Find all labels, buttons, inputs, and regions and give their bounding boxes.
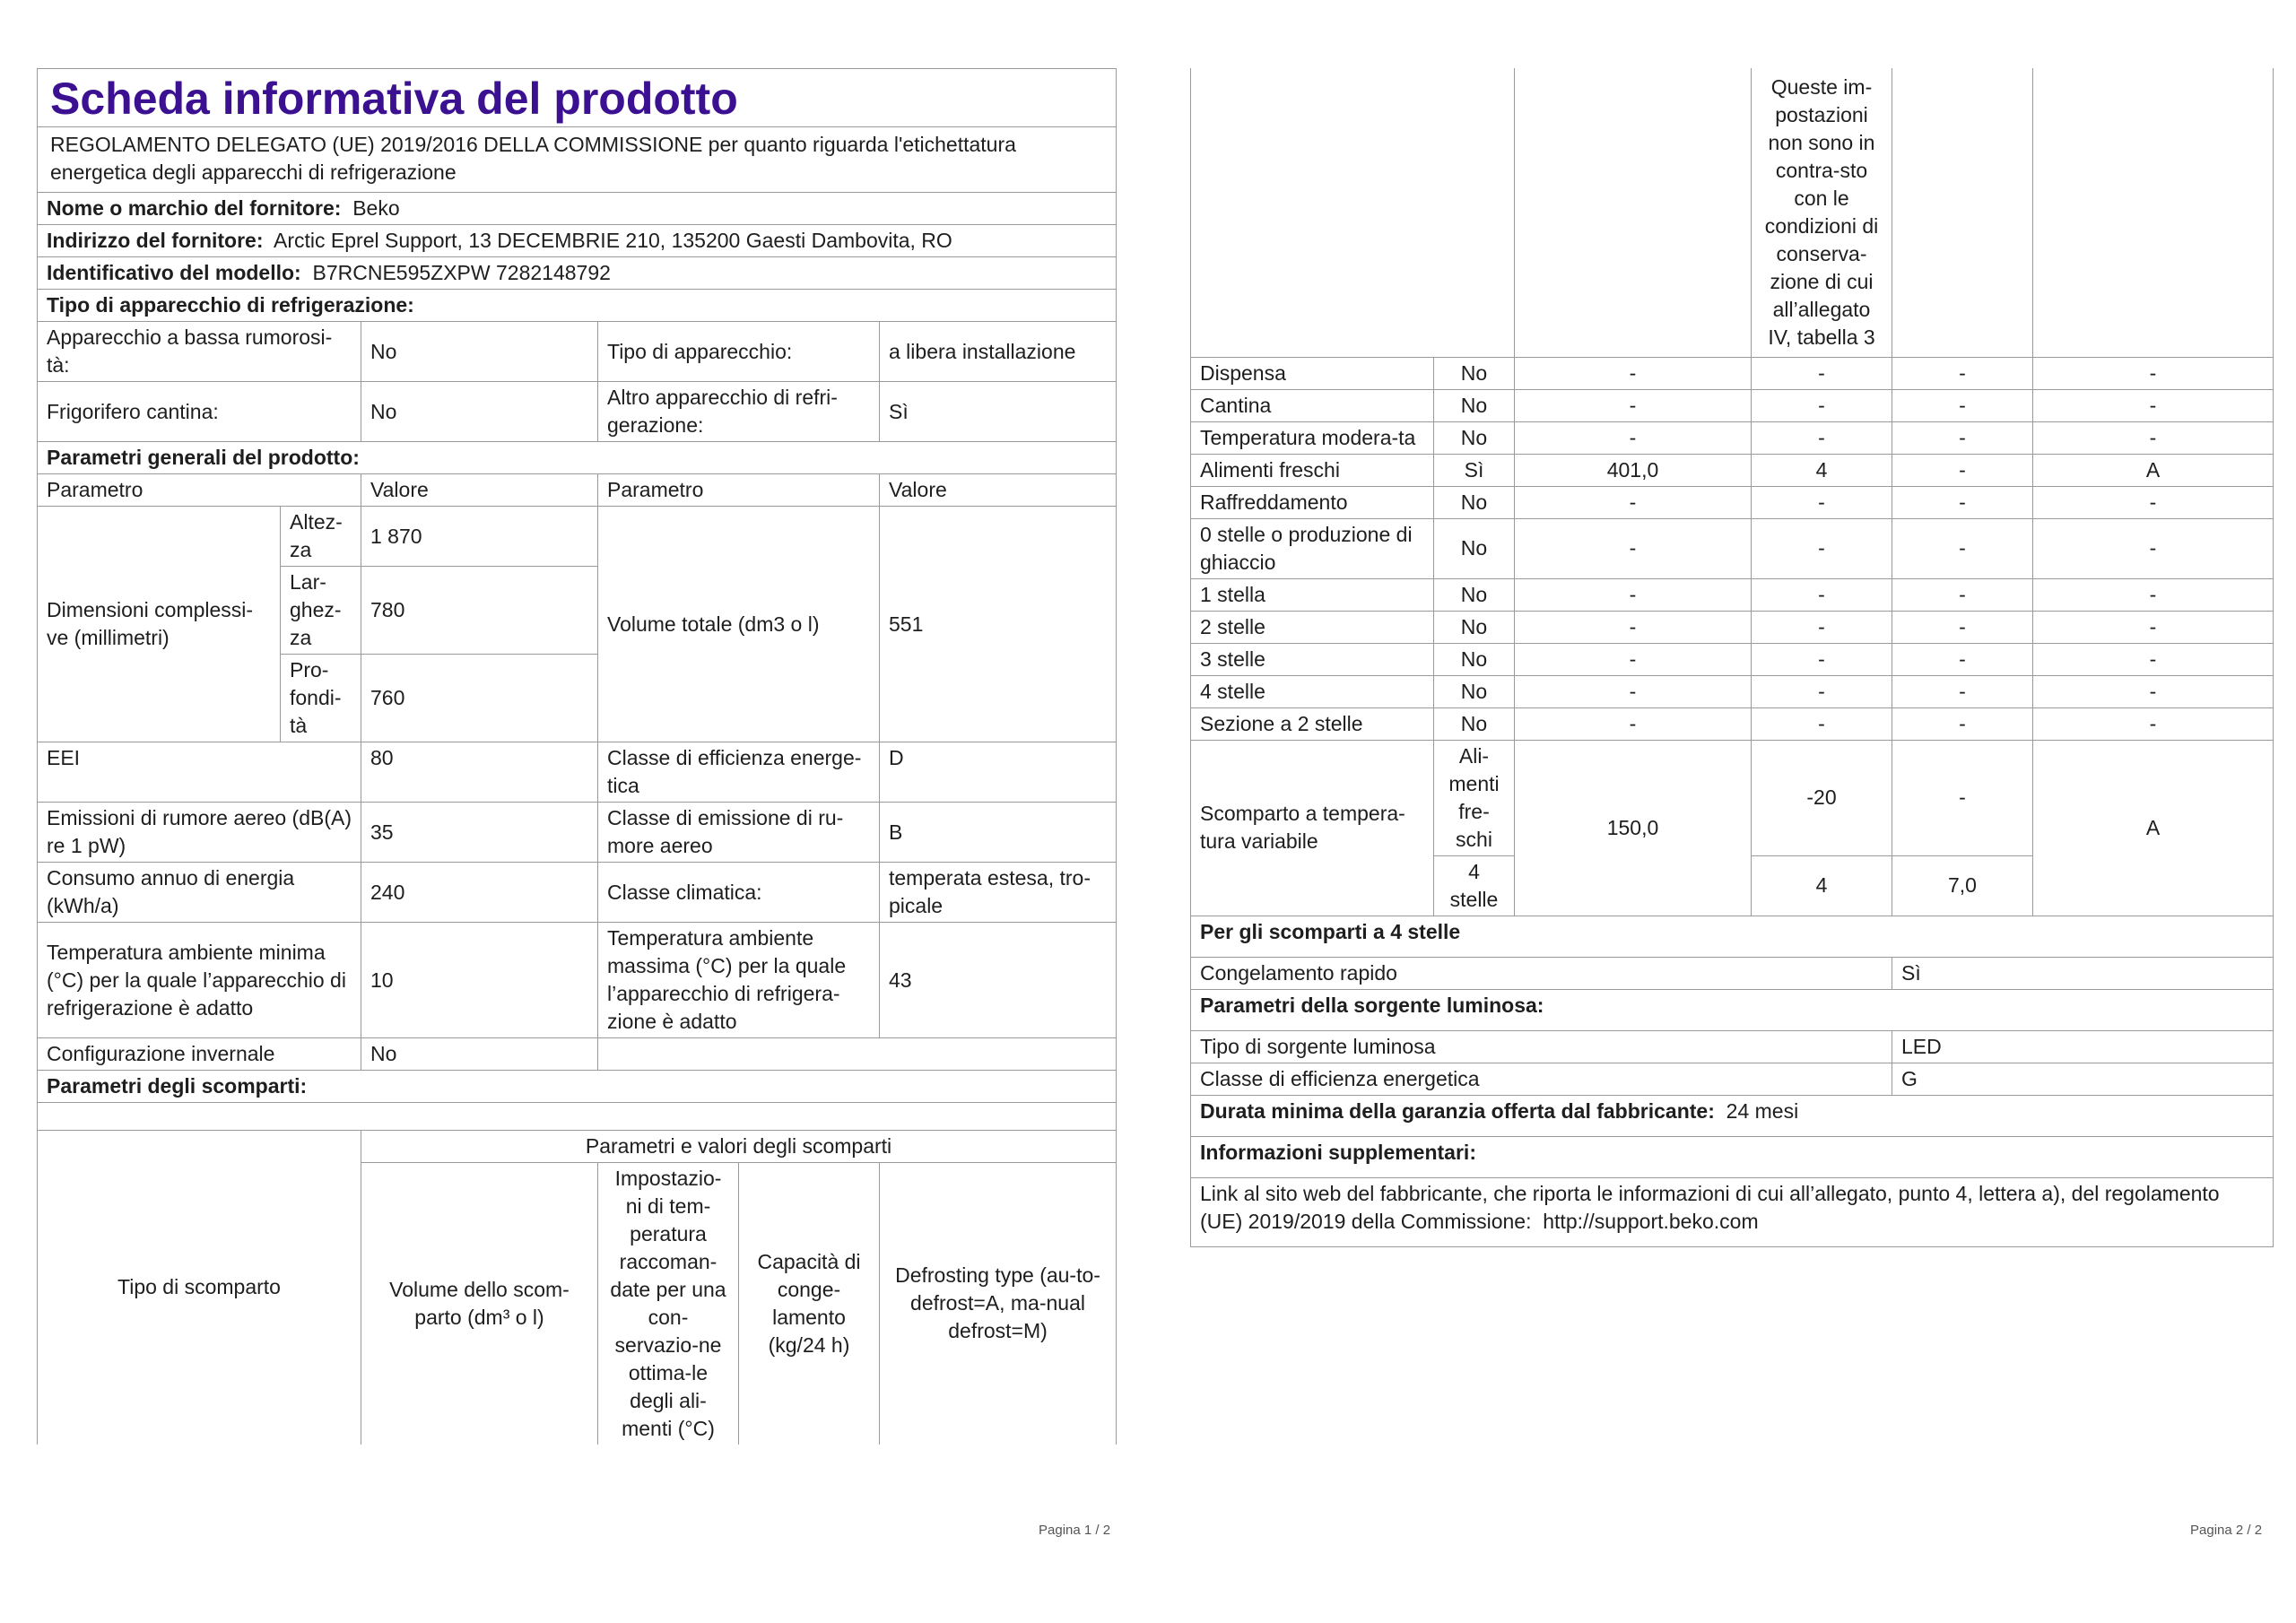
compartment-name: 1 stella (1191, 578, 1434, 611)
compartment-present: No (1434, 518, 1515, 578)
fast-freeze-label: Congelamento rapido (1191, 957, 1892, 989)
capacity-header: Capacità di conge-lamento (kg/24 h) (739, 1162, 880, 1445)
compartment-capacity: - (1892, 454, 2033, 486)
compartment-present: No (1434, 389, 1515, 421)
compartments-header: Parametri degli scomparti: (38, 1071, 1117, 1103)
volume-label: Volume totale (dm3 o l) (598, 507, 880, 742)
compartment-capacity: - (1892, 389, 2033, 421)
manufacturer-link[interactable]: http://support.beko.com (1543, 1209, 1759, 1233)
compartment-capacity: - (1892, 707, 2033, 740)
compartment-present: No (1434, 578, 1515, 611)
supplementary-row (1191, 1177, 2274, 1246)
compartment-row (1191, 707, 2274, 740)
empty-cell (598, 1038, 1117, 1071)
variable-mode: 4 stelle (1434, 855, 1515, 916)
compartment-name: 0 stelle o produzione di ghiaccio (1191, 518, 1434, 578)
model-row (38, 257, 1117, 290)
compartment-volume: - (1515, 707, 1752, 740)
compartment-capacity: - (1892, 643, 2033, 675)
compartment-defrost: - (2033, 518, 2274, 578)
compartment-defrost: A (2033, 454, 2274, 486)
compartment-type-header: Tipo di scomparto (38, 1130, 361, 1445)
variable-mode: Ali-menti fre-schi (1434, 740, 1515, 855)
param-label: Classe climatica: (598, 863, 880, 923)
param-value: 10 (361, 923, 598, 1038)
supplier-row (38, 193, 1117, 225)
compartment-row (1191, 611, 2274, 643)
compartment-row (1191, 675, 2274, 707)
compartment-row (1191, 643, 2274, 675)
param-value: 43 (880, 923, 1117, 1038)
supplementary-text: Link al sito web del fabbricante, che riporta le informazioni di cui all’allegato, punto 4, lettera a), del regolamento (UE) 2019/2019 della Commissione: (1200, 1181, 2220, 1233)
appliance-type-header: Tipo di apparecchio di refrigerazione: (38, 290, 1117, 322)
compartment-row (1191, 454, 2274, 486)
compartment-present: No (1434, 357, 1515, 389)
compartment-present: No (1434, 675, 1515, 707)
empty-cell (1515, 68, 1752, 357)
variable-defrost: A (2033, 740, 2274, 916)
page-title: Scheda informativa del prodotto (38, 69, 1117, 127)
width-label: Lar-ghez-za (281, 567, 361, 655)
page-number: Pagina 1 / 2 (1039, 1523, 1111, 1538)
compartment-temp: - (1752, 389, 1892, 421)
column-header: Parametro (598, 474, 880, 507)
param-label: Temperatura ambiente minima (°C) per la quale l’apparecchio di refrigerazione è adatto (38, 923, 361, 1038)
spacer-row (38, 1103, 1117, 1131)
compartment-name: 4 stelle (1191, 675, 1434, 707)
dimensions-label: Dimensioni complessi-ve (millimetri) (38, 507, 281, 742)
compartment-defrost: - (2033, 357, 2274, 389)
compartment-volume: - (1515, 675, 1752, 707)
compartment-present: No (1434, 707, 1515, 740)
variable-compartment-name: Scomparto a tempera-tura variabile (1191, 740, 1434, 916)
warranty-label: Durata minima della garanzia offerta dal fabbricante: (1200, 1098, 1715, 1123)
compartment-temp: - (1752, 578, 1892, 611)
temperature-header: Impostazio-ni di tem-peratura raccoman-date per una con-servazio-ne ottima-le degli ali-menti (°C) (598, 1162, 739, 1445)
param-label: Consumo annuo di energia (kWh/a) (38, 863, 361, 923)
compartment-volume: 401,0 (1515, 454, 1752, 486)
variable-temp: -20 (1752, 740, 1892, 855)
width-value: 780 (361, 567, 598, 655)
compartment-temp: - (1752, 357, 1892, 389)
compartment-row (1191, 486, 2274, 518)
empty-cell (1191, 68, 1515, 357)
compartment-name: Sezione a 2 stelle (1191, 707, 1434, 740)
product-info-table (37, 68, 1117, 1131)
warranty-row (1191, 1095, 2274, 1136)
empty-cell (1892, 68, 2033, 357)
compartment-defrost: - (2033, 578, 2274, 611)
appliance-label: Altro apparecchio di refri-gerazione: (598, 382, 880, 442)
compartment-name: 3 stelle (1191, 643, 1434, 675)
compartment-defrost: - (2033, 611, 2274, 643)
continued-note: Queste im-postazioni non sono in contra-sto con le condizioni di conserva-zione di cui all’allegato IV, tabella 3 (1752, 68, 1892, 357)
page-2 (1190, 68, 2273, 1247)
volume-value: 551 (880, 507, 1117, 742)
appliance-value: No (361, 322, 598, 382)
address-label: Indirizzo del fornitore: (47, 229, 264, 252)
light-type-value: LED (1892, 1030, 2274, 1063)
compartment-temp: - (1752, 675, 1892, 707)
supplementary-header: Informazioni supplementari: (1191, 1136, 2274, 1177)
compartment-capacity: - (1892, 675, 2033, 707)
compartment-row (1191, 518, 2274, 578)
compartment-name: Dispensa (1191, 357, 1434, 389)
compartment-volume: - (1515, 421, 1752, 454)
depth-label: Pro-fondi-tà (281, 655, 361, 742)
variable-temp: 4 (1752, 855, 1892, 916)
compartments-head-table (37, 1130, 1117, 1445)
compartment-name: Cantina (1191, 389, 1434, 421)
compartment-temp: - (1752, 421, 1892, 454)
compartment-name: Raffreddamento (1191, 486, 1434, 518)
light-type-label: Tipo di sorgente luminosa (1191, 1030, 1892, 1063)
compartment-row (1191, 357, 2274, 389)
height-label: Altez-za (281, 507, 361, 567)
compartment-volume: - (1515, 357, 1752, 389)
depth-value: 760 (361, 655, 598, 742)
column-header: Valore (880, 474, 1117, 507)
supplier-value: Beko (352, 196, 400, 220)
param-value: 35 (361, 803, 598, 863)
param-label: Temperatura ambiente massima (°C) per la quale l’apparecchio di refrigera-zione è adatto (598, 923, 880, 1038)
param-value: temperata estesa, tro-picale (880, 863, 1117, 923)
address-row (38, 225, 1117, 257)
compartment-volume: - (1515, 578, 1752, 611)
param-label: Emissioni di rumore aereo (dB(A) re 1 pW) (38, 803, 361, 863)
supplier-label: Nome o marchio del fornitore: (47, 196, 342, 220)
param-value: B (880, 803, 1117, 863)
compartment-row (1191, 578, 2274, 611)
compartment-name: 2 stelle (1191, 611, 1434, 643)
column-header: Parametro (38, 474, 361, 507)
empty-cell (2033, 68, 2274, 357)
param-value: D (880, 742, 1117, 803)
compartment-present: No (1434, 421, 1515, 454)
model-label: Identificativo del modello: (47, 261, 301, 284)
compartment-capacity: - (1892, 486, 2033, 518)
compartment-defrost: - (2033, 675, 2274, 707)
volume-header: Volume dello scom-parto (dm³ o l) (361, 1162, 598, 1445)
appliance-value: a libera installazione (880, 322, 1117, 382)
compartment-capacity: - (1892, 611, 2033, 643)
compartment-present: No (1434, 611, 1515, 643)
compartment-temp: - (1752, 518, 1892, 578)
fast-freeze-value: Sì (1892, 957, 2274, 989)
compartment-defrost: - (2033, 707, 2274, 740)
compartment-temp: - (1752, 643, 1892, 675)
compartment-volume: - (1515, 518, 1752, 578)
param-value: 80 (361, 742, 598, 803)
compartment-capacity: - (1892, 578, 2033, 611)
appliance-value: Sì (880, 382, 1117, 442)
compartment-temp: - (1752, 611, 1892, 643)
compartment-volume: - (1515, 611, 1752, 643)
compartment-row (1191, 421, 2274, 454)
winter-value: No (361, 1038, 598, 1071)
compartment-defrost: - (2033, 486, 2274, 518)
variable-capacity: - (1892, 740, 2033, 855)
light-class-label: Classe di efficienza energetica (1191, 1063, 1892, 1095)
appliance-label: Frigorifero cantina: (38, 382, 361, 442)
light-header: Parametri della sorgente luminosa: (1191, 989, 2274, 1030)
compartments-table (1190, 68, 2274, 1247)
compartment-defrost: - (2033, 421, 2274, 454)
appliance-label: Apparecchio a bassa rumorosi-tà: (38, 322, 361, 382)
height-value: 1 870 (361, 507, 598, 567)
page-number: Pagina 2 / 2 (2190, 1523, 2263, 1538)
general-header: Parametri generali del prodotto: (38, 442, 1117, 474)
defrost-header: Defrosting type (au-to-defrost=A, ma-nual defrost=M) (880, 1162, 1117, 1445)
light-class-value: G (1892, 1063, 2274, 1095)
compartment-capacity: - (1892, 357, 2033, 389)
appliance-label: Tipo di apparecchio: (598, 322, 880, 382)
compartment-temp: - (1752, 486, 1892, 518)
address-value: Arctic Eprel Support, 13 DECEMBRIE 210, 135200 Gaesti Dambovita, RO (274, 229, 952, 252)
param-label: Classe di emissione di ru-more aereo (598, 803, 880, 863)
page-1 (37, 68, 1116, 1445)
appliance-value: No (361, 382, 598, 442)
compartment-defrost: - (2033, 389, 2274, 421)
param-value: 240 (361, 863, 598, 923)
param-label: Classe di efficienza energe-tica (598, 742, 880, 803)
compartment-name: Temperatura modera-ta (1191, 421, 1434, 454)
compartment-capacity: - (1892, 421, 2033, 454)
winter-label: Configurazione invernale (38, 1038, 361, 1071)
compartment-rows (1191, 357, 2274, 740)
regulation-text: REGOLAMENTO DELEGATO (UE) 2019/2016 DELLA COMMISSIONE per quanto riguarda l'etichettatura energetica degli apparecchi di refrigerazione (38, 127, 1117, 193)
compartment-temp: - (1752, 707, 1892, 740)
compartment-capacity: - (1892, 518, 2033, 578)
compartment-volume: - (1515, 643, 1752, 675)
model-value: B7RCNE595ZXPW 7282148792 (312, 261, 611, 284)
compartment-defrost: - (2033, 643, 2274, 675)
compartment-volume: - (1515, 486, 1752, 518)
compartment-row (1191, 389, 2274, 421)
column-header: Valore (361, 474, 598, 507)
compartment-present: No (1434, 486, 1515, 518)
compartment-present: No (1434, 643, 1515, 675)
compartment-present: Sì (1434, 454, 1515, 486)
compartment-volume: - (1515, 389, 1752, 421)
param-label: EEI (38, 742, 361, 803)
four-star-header: Per gli scomparti a 4 stelle (1191, 916, 2274, 957)
compartment-temp: 4 (1752, 454, 1892, 486)
variable-volume: 150,0 (1515, 740, 1752, 916)
compartment-group-header: Parametri e valori degli scomparti (361, 1130, 1117, 1162)
variable-capacity: 7,0 (1892, 855, 2033, 916)
compartment-name: Alimenti freschi (1191, 454, 1434, 486)
warranty-value: 24 mesi (1726, 1098, 1799, 1123)
